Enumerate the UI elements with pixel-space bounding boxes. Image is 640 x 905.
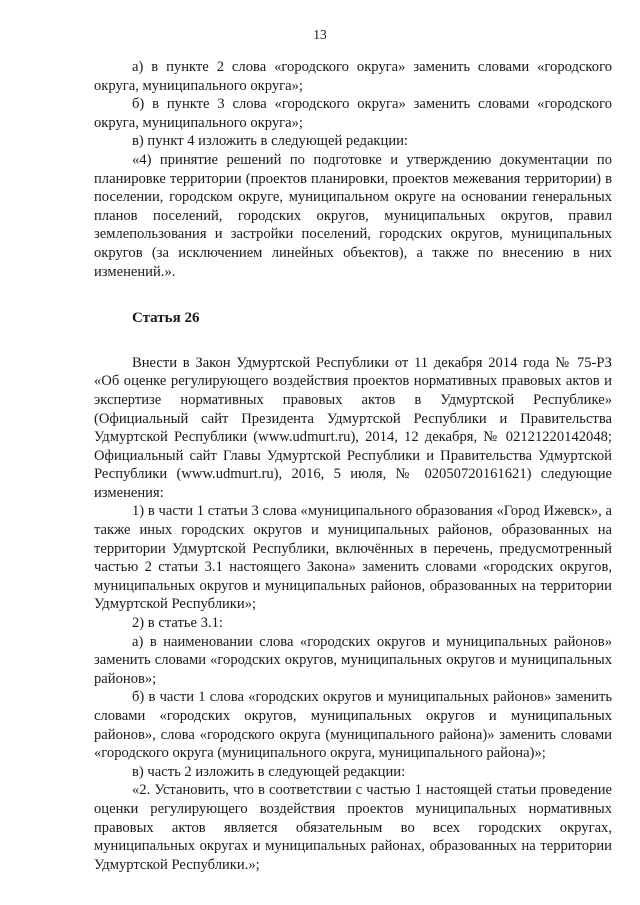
paragraph-item-2v: в) часть 2 изложить в следующей редакции: — [132, 763, 406, 780]
paragraph-item-2a: а) в наименовании слова «городских округов и муниципальных районов» заменить словами «городских округов, муниципальных округов и муниципальных районов»; — [94, 633, 612, 687]
paragraph-part-2-new-text: «2. Установить, что в соответствии с частью 1 настоящей статьи проведение оценки регулирующего воздействия проектов муниципальных нормативных правовых актов является обязательным во всех городских округах, муниципальных округах и муниципальных районах, образованных на территории Удмуртской Республики.»; — [94, 782, 612, 873]
document-body — [94, 58, 612, 874]
paragraph-item-2b: б) в части 1 слова «городских округов и муниципальных районов» заменить словами «городских округов, муниципальных округов и муниципальных районов», слова «городского округа (муниципального района)» заменить словами «городского округа (муниципального округа, муниципального района)»; — [94, 689, 612, 762]
paragraph-item-1: 1) в части 1 статьи 3 слова «муниципального образования «Город Ижевск», а также иных городских округов и муниципальных районов, образованных на территории Удмуртской Республики, включённых в перечень, предусмотренный частью 2 статьи 3.1 настоящего Закона» заменить словами «городских округов, муниципальных округов и муниципальных районов, образованных на территории Удмуртской Республики»; — [94, 503, 612, 613]
paragraph-amend-point-3: б) в пункте 3 слова «городского округа» заменить словами «городского округа, муниципального округа»; — [94, 96, 612, 131]
paragraph-point-4-new-text: «4) принятие решений по подготовке и утверждению документации по планировке территории (проектов планировки, проектов межевания территории) в поселении, городском округе, муниципальном округе на основании генеральных планов поселений, городских округов, муниципальных округов, правил землепользования и застройки поселений, городских округов, муниципальных округов (за исключением линейных объектов), а также по внесению в них изменений.». — [94, 151, 612, 280]
page-number: 13 — [313, 27, 327, 42]
paragraph-article-26-intro: Внести в Закон Удмуртской Республики от 11 декабря 2014 года № 75-РЗ «Об оценке регулирующего воздействия проектов нормативных правовых актов и экспертизе нормативных правовых актов в Удмуртской Республике» (Официальный сайт Президента Удмуртской Республики и Правительства Удмуртской Республики (www.udmurt.ru), 2014, 12 декабря, № 02121220142048; Официальный сайт Главы Удмуртской Республики и Правительства Удмуртской Республики (www.udmurt.ru), 2016, 5 июля, № 02050720161621) следующие изменения: — [94, 354, 612, 501]
paragraph-item-2: 2) в статье 3.1: — [132, 615, 223, 632]
article-heading: Статья 26 — [132, 310, 200, 327]
paragraph-amend-point-4-intro: в) пункт 4 изложить в следующей редакции: — [132, 133, 408, 150]
paragraph-amend-point-2: а) в пункте 2 слова «городского округа» заменить словами «городского округа, муниципального округа»; — [94, 59, 612, 94]
